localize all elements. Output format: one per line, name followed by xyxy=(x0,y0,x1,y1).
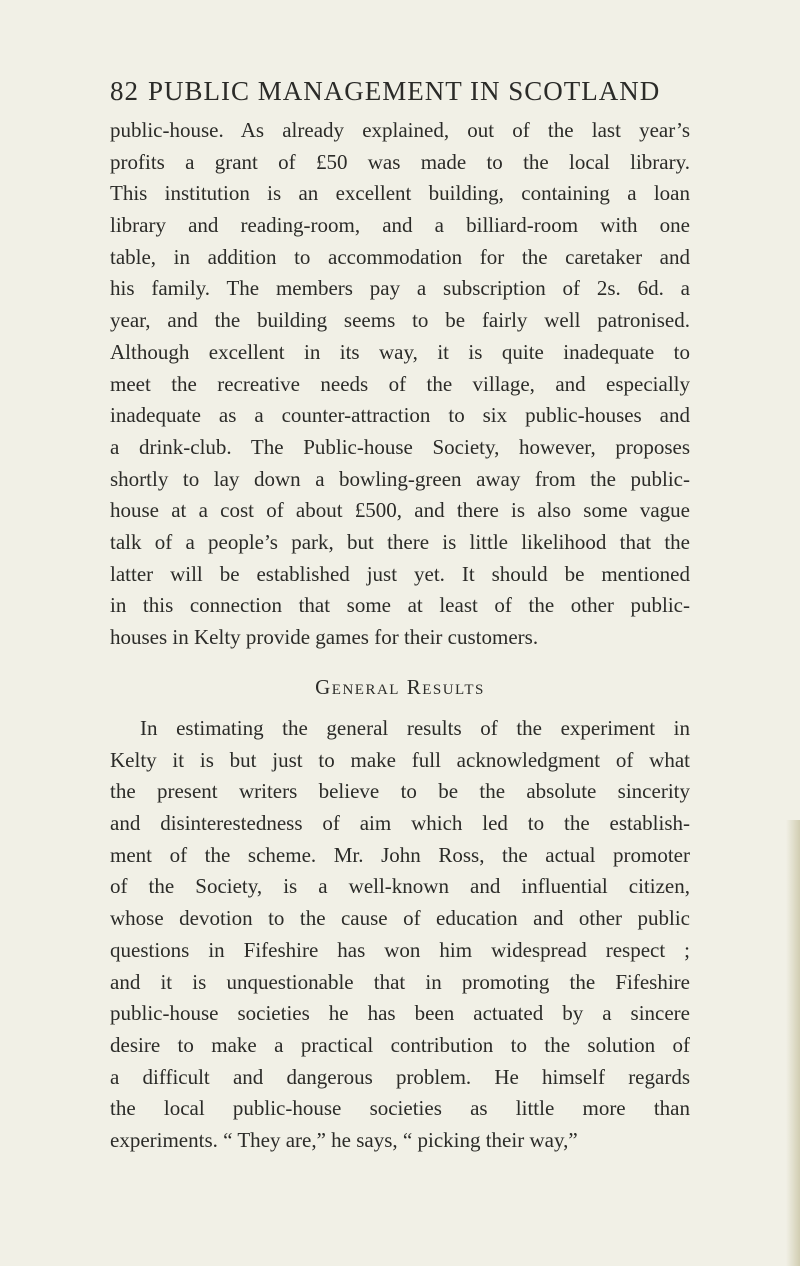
text-line: shortly to lay down a bowling-green away from the public- xyxy=(110,466,690,491)
text-line: library and reading-room, and a billiard-room with one xyxy=(110,213,690,238)
text-line: This institution is an excellent building, containing a loan xyxy=(110,181,690,206)
running-header xyxy=(110,76,710,107)
text-line: Although excellent in its way, it is quite inadequate to xyxy=(110,339,690,364)
text-line: and it is unquestionable that in promoting the Fifeshire xyxy=(110,969,690,994)
paragraph-library xyxy=(110,115,690,654)
text-line: whose devotion to the cause of education and other public xyxy=(110,906,690,931)
section-heading: General Results xyxy=(315,675,485,699)
text-line: experiments. “ They are,” he says, “ picking their way,” xyxy=(110,1127,578,1152)
running-title: PUBLIC MANAGEMENT IN SCOTLAND xyxy=(148,76,661,106)
text-line: questions in Fifeshire has won him widespread respect ; xyxy=(110,937,690,962)
text-line: inadequate as a counter-attraction to six public-houses and xyxy=(110,403,690,428)
text-line: the local public-house societies as little more than xyxy=(110,1096,690,1121)
text-line: meet the recreative needs of the village, and especially xyxy=(110,371,690,396)
text-line: talk of a people’s park, but there is little likelihood that the xyxy=(110,529,690,554)
text-line: public-house societies he has been actuated by a sincere xyxy=(110,1001,690,1026)
text-line: house at a cost of about £500, and there is also some vague xyxy=(110,498,690,523)
text-line: and disinterestedness of aim which led to the establish- xyxy=(110,811,690,836)
text-line: In estimating the general results of the experiment in xyxy=(140,716,690,740)
text-line: houses in Kelty provide games for their customers. xyxy=(110,625,539,649)
text-line: profits a grant of £50 was made to the local library. xyxy=(110,149,690,174)
text-line: a difficult and dangerous problem. He himself regards xyxy=(110,1064,690,1089)
text-line: of the Society, is a well-known and influential citizen, xyxy=(110,874,690,899)
paragraph-general-results xyxy=(110,713,690,1157)
text-line: Kelty it is but just to make full acknowledgment of what xyxy=(110,747,690,772)
text-line: latter will be established just yet. It should be mentioned xyxy=(110,561,690,586)
text-line: public-house. As already explained, out of the last year’s xyxy=(110,118,690,142)
text-line: the present writers believe to be the absolute sincerity xyxy=(110,779,690,804)
text-line: in this connection that some at least of the other public- xyxy=(110,593,690,618)
text-line: ment of the scheme. Mr. John Ross, the actual promoter xyxy=(110,842,690,867)
text-line: desire to make a practical contribution to the solution of xyxy=(110,1032,690,1057)
text-line: a drink-club. The Public-house Society, however, proposes xyxy=(110,434,690,459)
text-line: his family. The members pay a subscription of 2s. 6d. a xyxy=(110,276,690,301)
text-line: table, in addition to accommodation for the caretaker and xyxy=(110,244,690,269)
page-edge-shadow xyxy=(786,820,800,1266)
page-number: 82 xyxy=(110,76,139,106)
text-line: year, and the building seems to be fairly well patronised. xyxy=(110,308,690,333)
